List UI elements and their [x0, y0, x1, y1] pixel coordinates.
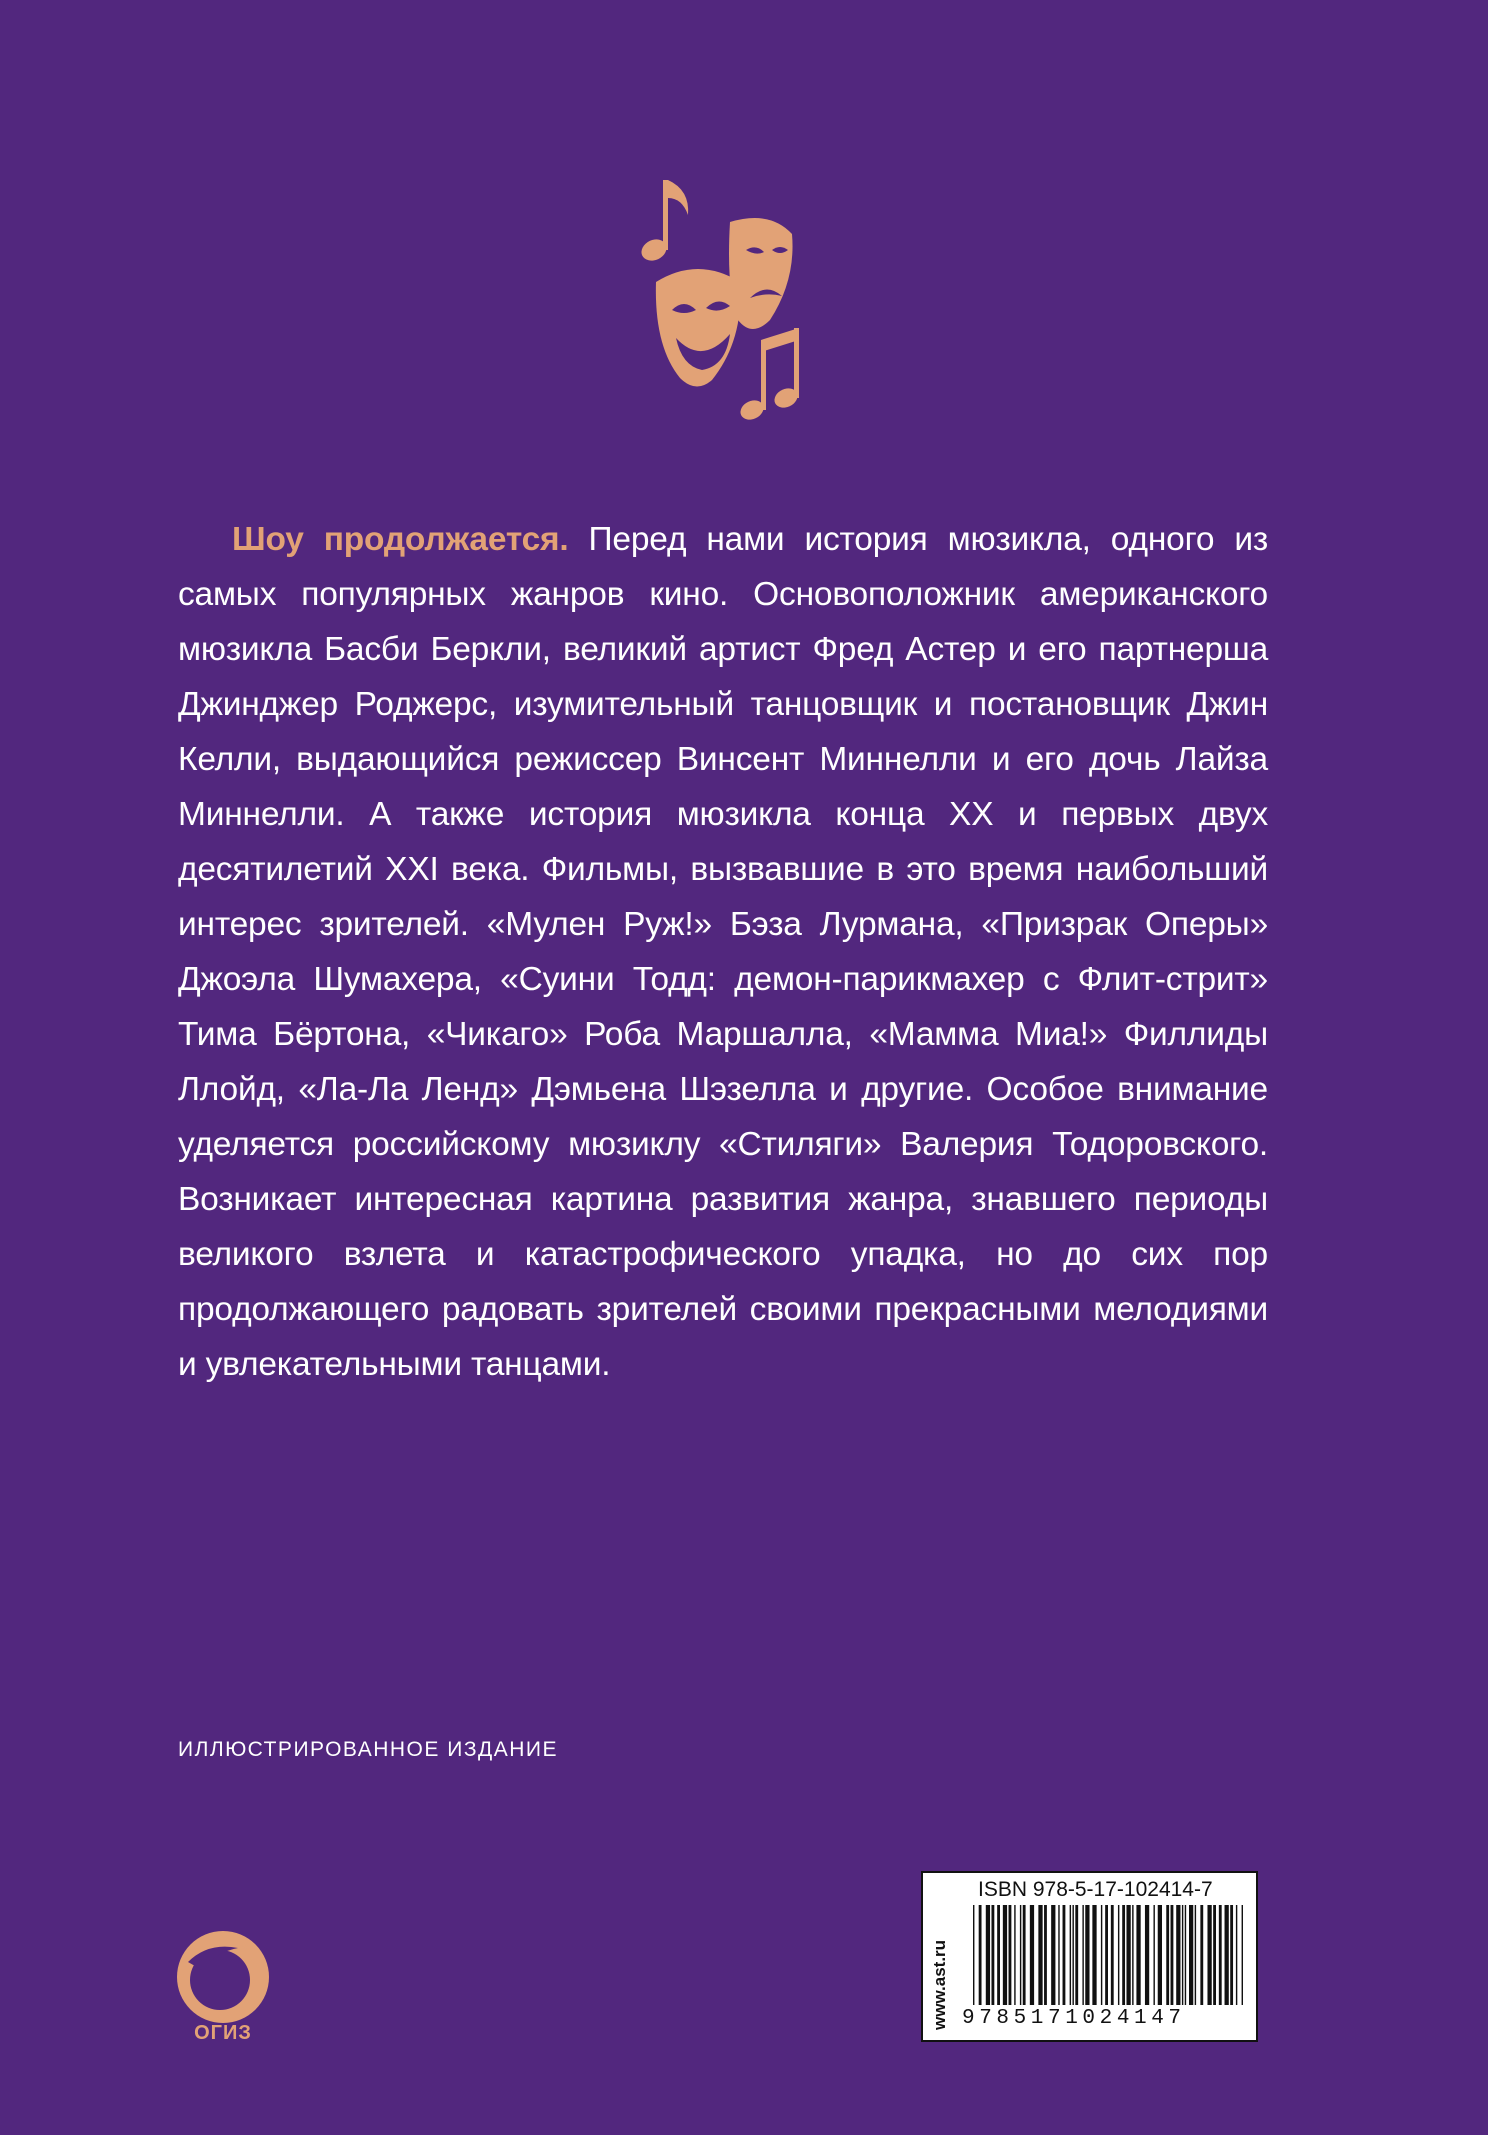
barcode-bar	[1030, 1905, 1034, 2005]
barcode-bar	[1195, 1905, 1196, 2005]
barcode-bar	[1038, 1905, 1042, 2005]
barcode-digits: 9785171024147	[962, 2007, 1186, 2030]
barcode-bar	[1171, 1905, 1174, 2005]
barcode-bar	[1020, 1905, 1021, 2005]
barcode-bar	[1213, 1905, 1216, 2005]
barcode-bar	[1023, 1905, 1026, 2005]
barcode-bar	[1242, 1905, 1243, 2005]
barcode-bar	[1092, 1905, 1096, 2005]
barcode-bar	[1185, 1905, 1186, 2005]
barcode-bar	[1118, 1905, 1119, 2005]
barcode-bar	[1189, 1905, 1193, 2005]
barcode-bar	[1230, 1905, 1233, 2005]
isbn-text: ISBN 978-5-17-102414-7	[978, 1878, 1213, 1901]
barcode-bar	[1219, 1905, 1222, 2005]
barcode-bar	[1051, 1905, 1055, 2005]
barcode-bar	[1122, 1905, 1125, 2005]
barcode-bar	[1072, 1905, 1073, 2005]
barcode-bar	[1126, 1905, 1130, 2005]
barcode-bar	[1145, 1905, 1149, 2005]
barcode-bar	[1225, 1905, 1229, 2005]
barcode-bar	[1044, 1905, 1047, 2005]
barcode-bar	[1182, 1905, 1183, 2005]
edition-label: ИЛЛЮСТРИРОВАННОЕ ИЗДАНИЕ	[178, 1738, 559, 1761]
barcode-icon	[973, 1905, 1243, 2005]
barcode-bar	[1176, 1905, 1180, 2005]
barcode-bar	[1003, 1905, 1007, 2005]
theater-masks-icon	[630, 170, 810, 430]
barcode-bar	[1063, 1905, 1066, 2005]
barcode-bar	[1200, 1905, 1203, 2005]
blurb-lead: Шоу продолжается.	[232, 521, 569, 558]
barcode-bar	[1085, 1905, 1089, 2005]
barcode-bar	[1136, 1905, 1140, 2005]
barcode-bar	[997, 1905, 1000, 2005]
blurb-text: Перед нами история мюзикла, одного из самых популярных жанров кино. Основоположник американского мюзикла Басби Беркли, великий артист Фред Астер и его партнерша Джинджер Роджерс, изумительный танцовщик и постановщик Джин Келли, выдающийся режиссер Винсент Миннелли и его дочь Лайза Миннелли. А также история мюзикла конца ХХ и первых двух десятилетий XXI века. Фильмы, вызвавшие в это время наибольший интерес зрителей. «Мулен Руж!» Бэза Лурмана, «Призрак Оперы» Джоэла Шумахера, «Суини Тодд: демон-парикмахер с Флит-стрит» Тима Бёртона, «Чикаго» Роба Маршалла, «Мамма Миа!» Филлиды Ллойд, «Ла-Ла Ленд» Дэмьена Шэзелла и другие. Особое внимание уделяется российскому мюзиклу «Стиляги» Валерия Тодоровского. Возникает интересная картина развития жанра, знавшего периоды великого взлета и катастрофического упадка, но до сих пор продолжающего радовать зрителей своими прекрасными мелодиями и увлекательными танцами.	[178, 521, 1268, 1383]
publisher-site: www.ast.ru	[930, 1939, 949, 2030]
barcode-bar	[1111, 1905, 1114, 2005]
barcode-bar	[1132, 1905, 1133, 2005]
barcode-bar	[1101, 1905, 1102, 2005]
barcode-bar	[979, 1905, 982, 2005]
barcode-bar	[1207, 1905, 1211, 2005]
barcode-bar	[1009, 1905, 1012, 2005]
publisher-name: ОГИЗ	[194, 2022, 252, 2044]
barcode-bar	[1082, 1905, 1083, 2005]
barcode-bar	[986, 1905, 990, 2005]
barcode-bar	[1014, 1905, 1015, 2005]
blurb-paragraph	[178, 512, 1268, 1392]
barcode-bar	[973, 1905, 974, 2005]
barcode-bar	[1153, 1905, 1154, 2005]
barcode-bar	[1105, 1905, 1108, 2005]
barcode-bar	[1070, 1905, 1071, 2005]
barcode-bar	[1075, 1905, 1078, 2005]
barcode-bar	[1236, 1905, 1237, 2005]
barcode-bar	[1058, 1905, 1059, 2005]
barcode-bar	[991, 1905, 994, 2005]
barcode-bar	[1166, 1905, 1169, 2005]
barcode-bar	[1158, 1905, 1162, 2005]
